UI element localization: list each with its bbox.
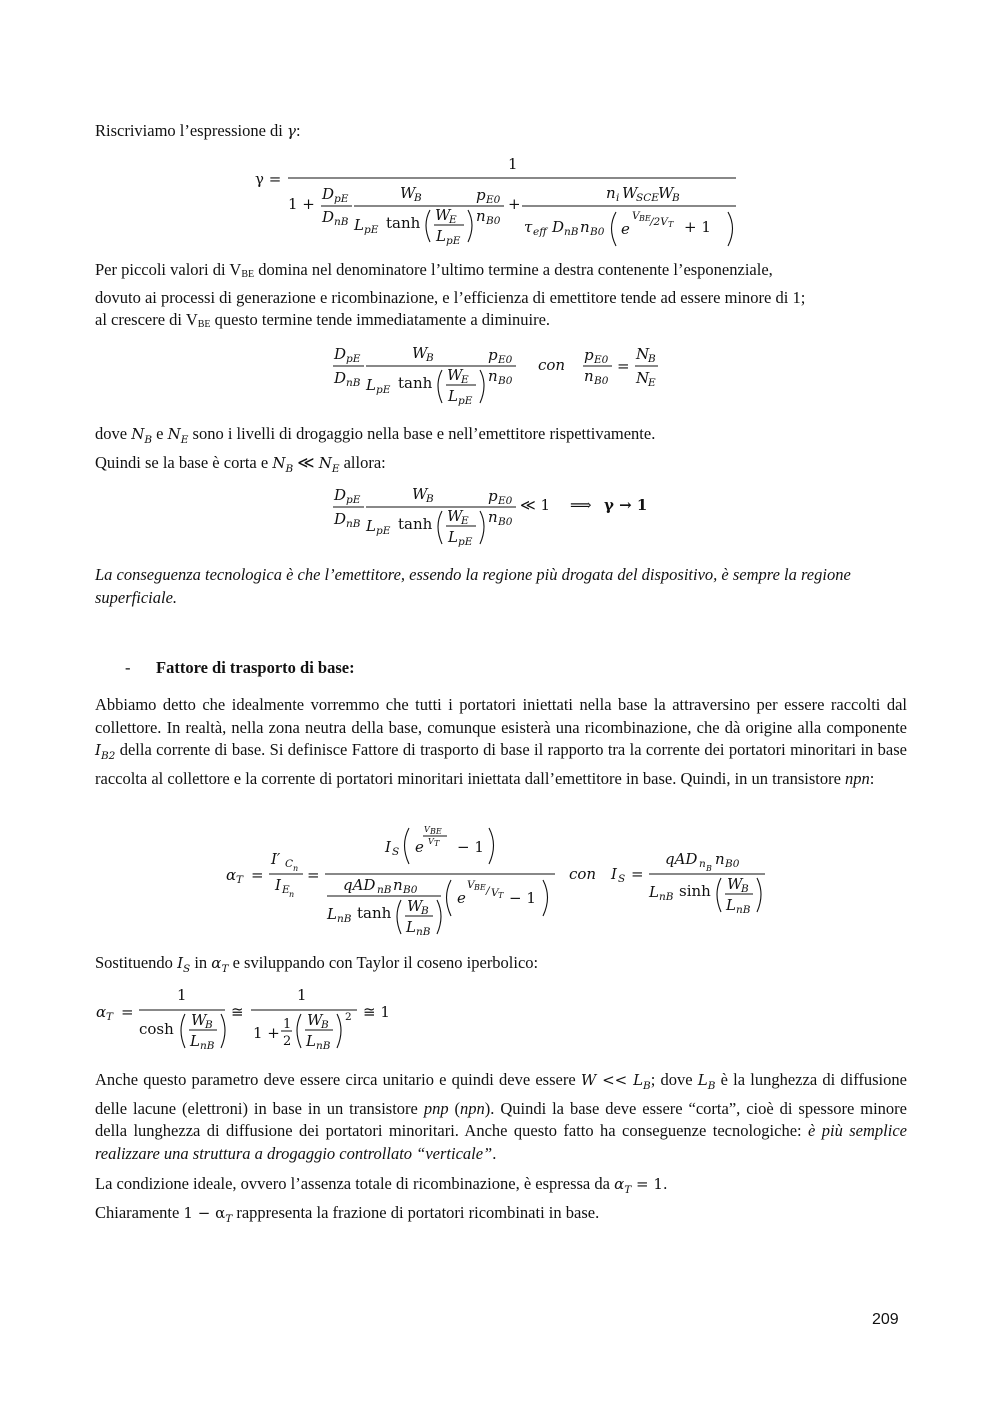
c-lpe2-sub: pE [458,395,473,407]
plus-one: + 1 [684,218,711,236]
section-heading [125,658,355,678]
a-paren2-left [397,900,401,934]
transport-factor-paragraph: Abbiamo detto che idealmente vorremmo che tutti i portatori iniettati nella base la attraversino per essere raccolti dal collettore. In realtà, nella zona neutra della base, comunque esisterà una ricombinazione, che dà origine alla componente $I_{B2}$ della corrente di base. Si definisce Fattore di trasporto di base il rapporto tra la corrente dei portatori minoritari in base raccolta al collettore e la corrente di portatori minoritari iniettata dall’emettitore in base. Quindi, in un transistore npn: [95,695,907,788]
lpe: L [354,216,364,234]
a-ie-e: E [282,884,290,896]
ni: n [606,184,616,202]
a-alpha: α [226,866,237,884]
a-paren1-right [489,828,494,864]
gamma-lhs: γ = [255,170,282,188]
a-qad2-subsub: B [706,864,712,873]
alpha-t-equation [225,818,775,948]
c-nb0: n [488,367,498,385]
l-nb0: n [488,508,498,526]
c-con: con [538,356,566,374]
a-w3: W [727,875,743,893]
l-paren-right [480,511,484,544]
t-one-plus: 1 + [253,1024,280,1042]
c-dpe-sub: pE [346,353,361,365]
exp-den: /2V [650,216,668,228]
t-one2: 1 [297,986,307,1004]
a-vt: V [428,837,434,846]
l-we-sub: E [461,515,469,527]
ni-sub: i [616,192,620,204]
l-lpe-sub: pE [376,525,391,537]
a-paren4-left [717,878,721,912]
a-n2: n [715,850,725,868]
t-alpha-sub: T [106,1011,114,1023]
a-vbe-sub: BE [430,827,442,836]
a-nb0: B0 [403,884,418,896]
t-w2-sub: B [321,1019,329,1031]
a-minus1: − 1 [457,838,484,856]
taylor-svg [95,982,415,1062]
alpha-t-svg [225,818,775,943]
t-approx1: ≅ 1 [363,1003,390,1021]
c-nb0-sub: B0 [498,375,513,387]
one-plus: 1 + [288,195,315,213]
t-w1-sub: B [205,1019,213,1031]
t-w1: W [191,1011,207,1029]
a-ic-c: C [285,858,294,870]
c-pe0: p [488,346,498,364]
c-nb0b: n [584,367,594,385]
a-con: con [569,865,597,883]
doping-levels-text: dove $N_B$ e $N_E$ sono i livelli di drogaggio nella base e nell’emettitore rispettivamente. Quindi se la base è corta e $N_B$ ≪ $N_E$ allora: [95,424,656,475]
exp-v: V [632,210,640,222]
wsce-sub: SCE [636,192,659,204]
dnb-sub: nB [334,216,349,228]
pe0-sub: E0 [486,194,501,206]
a-l-sub: nB [337,913,352,925]
a-vbe2: V [467,879,475,891]
gamma-limit-svg [332,476,672,556]
t-cosh: cosh [139,1020,174,1038]
paren-left [426,210,430,242]
tanh: tanh [386,214,421,232]
c-pe0b: p [584,346,594,364]
a-eq3: = [631,865,644,883]
a-is-sub: S [392,846,400,858]
l-implies: ⟹ [570,496,592,514]
wb2-sub: B [672,192,680,204]
l-nb0-sub: B0 [498,516,513,528]
a-minus1b: − 1 [509,889,536,907]
l-lpe: L [366,517,376,535]
a-ie-n: n [289,890,295,899]
a-slash: / [486,885,490,897]
a-vbe2-sub: BE [474,883,486,892]
c-lpe2: L [448,387,458,405]
a-l3-sub: nB [659,891,674,903]
gamma-equation-svg [250,150,750,250]
a-vbe: V [424,825,430,834]
c-lpe: L [366,376,376,394]
l-ll1: ≪ 1 [520,496,551,514]
c-pe0-sub: E0 [498,354,513,366]
intro-line: Riscriviamo l’espressione di γ: [95,121,301,140]
c-nb: N [636,345,650,363]
exp-v-sub: BE [639,214,651,223]
c-nb-sub: B [648,353,656,365]
a-is2-sub: S [618,873,626,885]
t-one1: 1 [177,986,187,1004]
c-we-sub: E [461,374,469,386]
exp-e: e [621,220,630,238]
c-nb0b-sub: B0 [594,375,609,387]
lpe-sub: pE [364,224,379,236]
a-is2: I [611,865,617,883]
t-approx: ≅ [231,1003,244,1021]
c-tanh: tanh [398,374,433,392]
gamma-numerator: 1 [508,155,518,173]
a-n: n [393,876,403,894]
a-tanh: tanh [357,904,392,922]
t-alpha: α [96,1003,107,1021]
plus: + [508,195,521,213]
a-paren3-right [543,880,548,916]
technological-consequence: La conseguenza tecnologica è che l’emettitore, essendo la regione più drogata del dispositivo, è sempre la regione superficiale. [95,565,851,607]
tau-sub: eff [533,226,547,238]
a-qad2: qAD [665,850,698,868]
a-l4: L [726,896,736,914]
t-paren2-right [337,1014,341,1048]
a-l3: L [649,883,659,901]
c-ne-sub: E [648,377,656,389]
small-vbe-paragraph: Per piccoli valori di VBE domina nel denominatore l’ultimo termine a destra contenente l’esponenziale, dovuto ai processi di generazione e ricombinazione, e l’efficienza di emettitore tende ad essere minore di 1; al crescere di VBE questo termine tende immediatamente a diminuire. [95,260,806,330]
wb-sub: B [414,192,422,204]
a-qad: qAD [343,876,376,894]
a-paren4-right [757,878,761,912]
a-paren2-right [437,900,441,934]
a-w: W [407,897,423,915]
dnb2-sub: nB [564,226,579,238]
page-number: 209 [872,1311,899,1328]
c-dpe: D [334,345,347,363]
l-lpe2-sub: pE [458,536,473,548]
tau: τ [524,218,533,236]
t-eq: = [121,1003,134,1021]
l-pe0-sub: E0 [498,495,513,507]
c-lpe-sub: pE [376,384,391,396]
a-w-sub: B [421,905,429,917]
c-dnb: D [334,369,347,387]
a-ic: I′ [271,850,281,868]
paren-left-2 [612,212,617,246]
a-l: L [327,905,337,923]
paren-right-2 [728,212,733,246]
a-vt-sub: T [434,839,440,848]
a-ic-n: n [293,864,299,873]
a-vt2-sub: T [498,891,504,900]
nb0b: n [580,218,590,236]
a-e1: e [415,838,424,856]
heading-bullet: - [125,658,131,677]
a-paren3-left [447,880,452,916]
c-we: W [447,366,463,384]
a-eq1: = [251,866,264,884]
l-dnb: D [334,510,347,528]
t-l1-sub: nB [200,1040,215,1052]
l-pe0: p [488,487,498,505]
a-sinh: sinh [679,882,711,900]
a-l2: L [406,918,416,936]
l-wb-sub: B [426,493,434,505]
a-is: I [385,838,391,856]
t-half-den: 2 [283,1034,292,1049]
taylor-equation [95,982,415,1067]
lpe2-sub: pE [446,235,461,247]
dpe-sub: pE [334,193,349,205]
t-l1: L [190,1032,200,1050]
t-half-num: 1 [283,1017,292,1032]
l-we: W [447,507,463,525]
taylor-intro: Sostituendo $I_S$ in $\alpha_T$ e sviluppando con Taylor il coseno iperbolico: [95,953,539,975]
nb0: n [476,207,486,225]
t-paren1-right [221,1014,225,1048]
t-paren2-left [297,1014,301,1048]
a-qad-sub: nB [377,884,392,896]
t-w2: W [307,1011,323,1029]
nb0-sub: B0 [486,215,501,227]
a-paren1-left [405,828,410,864]
a-w3-sub: B [741,883,749,895]
c-eq: = [617,357,630,375]
l-tanh: tanh [398,515,433,533]
dnb2: D [552,218,565,236]
c-paren-left [438,370,442,403]
t-l2: L [306,1032,316,1050]
we: W [435,206,451,224]
l-wb: W [412,485,428,503]
c-pe0b-sub: E0 [594,354,609,366]
wb: W [400,184,416,202]
short-base-paragraph: Anche questo parametro deve essere circa unitario e quindi deve essere $W << L_B$; dove $L_B$ è la lunghezza di diffusione delle lacune (elettroni) in base in un transistore pnp (npn). Quindi la base deve essere “corta”, cioè di spessore minore della lunghezza di diffusione dei portatori minoritari. Anche questo fatto ha conseguenze tecnologiche: è più semplice realizzare una struttura a drogaggio controllato “verticale”. [95,1070,907,1163]
l-dpe: D [334,486,347,504]
wsce: W [622,184,638,202]
doping-ratio-svg [332,335,672,415]
l-dpe-sub: pE [346,494,361,506]
a-qad2-sub: n [699,858,706,870]
t-square: 2 [345,1011,352,1023]
l-paren-left [438,511,442,544]
we-sub: E [449,214,457,226]
pe0: p [476,186,486,204]
dnb: D [322,208,335,226]
gamma-limit-equation [332,476,672,561]
l-lpe2: L [448,528,458,546]
doping-ratio-equation [332,335,672,420]
a-eq2: = [307,866,320,884]
c-ne: N [636,369,650,387]
nb0b-sub: B0 [590,226,605,238]
l-dnb-sub: nB [346,518,361,530]
c-wb: W [412,344,428,362]
a-l4-sub: nB [736,904,751,916]
c-paren-right [480,370,484,403]
heading-text: Fattore di trasporto di base: [156,658,355,677]
lpe2: L [436,227,446,245]
exp-den-sub: T [668,220,674,229]
a-e2: e [457,889,466,907]
a-vt2: V [491,887,499,899]
gamma-equation [250,150,750,255]
a-ie: I [275,876,281,894]
c-dnb-sub: nB [346,377,361,389]
dpe: D [322,185,335,203]
ideal-condition-paragraph: La condizione ideale, ovvero l’assenza totale di ricombinazione, è espressa da $\alpha_T = 1$. Chiaramente $1 - \alpha_T$ rappresenta la frazione di portatori ricombinati in base. [95,1174,668,1225]
a-nb02: B0 [725,858,740,870]
wb2: W [658,184,674,202]
t-paren1-left [181,1014,185,1048]
t-l2-sub: nB [316,1040,331,1052]
l-result: γ → 1 [604,496,648,514]
paren-right [468,210,472,242]
a-l2-sub: nB [416,926,431,938]
a-alpha-sub: T [236,874,244,886]
c-wb-sub: B [426,352,434,364]
